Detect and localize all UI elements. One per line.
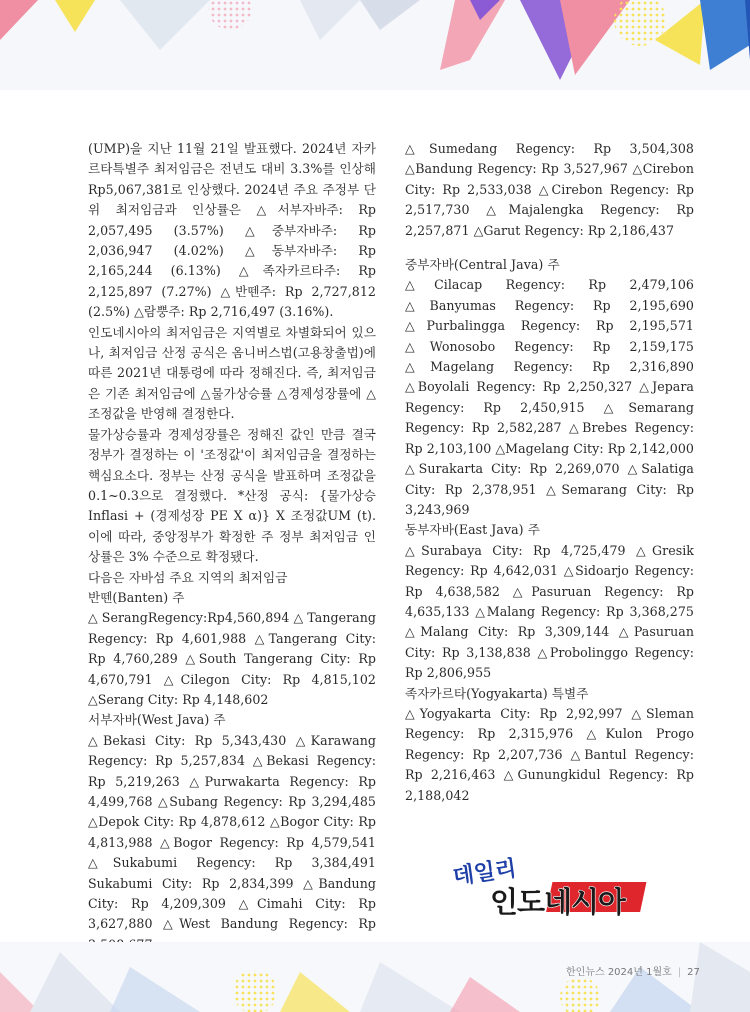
central-java-wages: △Cilacap Regency: Rp 2,479,106 △Banyumas Regency: Rp 2,195,690 △Purbalingga Regency: Rp 2,195,571 △Wonosobo Regency: Rp 2,159,175 △Magelang Regency: Rp 2,316,890 △Boyolali Regency: Rp 2,250,327 △Jepara Regency: Rp 2,450,915 △Semarang Regency: Rp 2,582,287 △Brebes Regency: Rp 2,103,100 △Magelang City: Rp 2,142,000 △Surakarta City: Rp 2,269,070 △Salatiga City: Rp 2,378,951 △Semarang City: Rp 3,243,969 — [405, 277, 694, 517]
west-java-wages-continued: △Sumedang Regency: Rp 3,504,308 △Bandung Regency: Rp 3,527,967 △Cirebon City: Rp 2,533,038 △Cirebon Regency: Rp 2,517,730 △Majalengka Regency: Rp 2,257,871 △Garut Regency: Rp 2,186,437 — [405, 141, 694, 238]
intro-paragraph: (UMP)을 지난 11월 21일 발표했다. 2024년 자카르타특별주 최저임금은 전년도 대비 3.3%를 인상해 Rp5,067,381로 인상했다. 2024년 주요 주정부 단위 최저임금과 인상률은 △서부자바주: Rp 2,057,495 (3.57%) △중부자바주: Rp 2,036,947 (4.02%) △동부자바주: Rp 2,165,244 (6.13%) △족자카르타주: Rp 2,125,897 (7.27%) △반뗀주: Rp 2,727,812 (2.5%) △람뿡주: Rp 2,716,497 (3.16%). — [88, 141, 376, 320]
daily-indonesia-logo — [446, 856, 656, 920]
logo-line1: 데일리 — [451, 856, 518, 890]
java-intro-line: 다음은 자바섬 주요 지역의 최저임금 — [88, 569, 288, 585]
formula-paragraph: 인도네시아의 최저임금은 지역별로 차별화되어 있으나, 최저임금 산정 공식은 옴니버스법(고용창출법)에 따른 2021년 대통령에 따라 정해진다. 즉, 최저임금은 기존 최저임금에 △물가상승률 △경제성장률에 △조정값을 반영해 결정한다. — [88, 324, 376, 422]
page-footer — [566, 963, 700, 978]
logo-line2: 인도네시아 — [490, 885, 626, 919]
east-java-wages: △Surabaya City: Rp 4,725,479 △Gresik Regency: Rp 4,642,031 △Sidoarjo Regency: Rp 4,638,582 △Pasuruan Regency: Rp 4,635,133 △Malang Regency: Rp 3,368,275 △Malang City: Rp 3,309,144 △Pasuruan City: Rp 3,138,838 △Probolinggo Regency: Rp 2,806,955 — [405, 542, 694, 681]
yogyakarta-heading: 족자카르타(Yogyakarta) 특별주 — [405, 685, 589, 701]
central-java-heading: 중부자바(Central Java) 주 — [405, 257, 560, 273]
banten-wages: △SerangRegency:Rp4,560,894△Tangerang Regency: Rp 4,601,988 △Tangerang City: Rp 4,760,289 △South Tangerang City: Rp 4,670,791 △Cilegon City: Rp 4,815,102 △Serang City: Rp 4,148,602 — [88, 610, 376, 707]
adjustment-paragraph: 물가상승률과 경제성장률은 정해진 값인 만큼 결국 정부가 결정하는 이 '조정값'이 최저임금을 결정하는 핵심요소다. 정부는 산정 공식을 발표하며 조정값을 0.1~0.3으로 결정했다. *산정 공식: {물가상승 Inflasi + (경제성장 PE X α)} X 조정값UM (t). 이에 따라, 중앙정부가 확정한 주 정부 최저임금 인상률은 3% 수준으로 확정됐다. — [88, 426, 376, 565]
east-java-heading: 동부자바(East Java) 주 — [405, 522, 540, 538]
top-decoration — [0, 0, 750, 90]
page-number: 27 — [687, 967, 700, 978]
footer-separator: | — [677, 967, 682, 978]
banten-heading: 반뗀(Banten) 주 — [88, 589, 185, 605]
left-text-column — [88, 139, 376, 955]
publication-label: 한인뉴스 2024년 1월호 — [566, 967, 672, 978]
west-java-wages: △Bekasi City: Rp 5,343,430 △Karawang Regency: Rp 5,257,834 △Bekasi Regency: Rp 5,219,263 △Purwakarta Regency: Rp 4,499,768 △Subang Regency: Rp 3,294,485 △Depok City: Rp 4,878,612 △Bogor City: Rp 4,813,988 △Bogor Regency: Rp 4,579,541 △Sukabumi Regency: Rp 3,384,491 Sukabumi City: Rp 2,834,399 △Bandung City: Rp 4,209,309 △Cimahi City: Rp 3,627,880 △West Bandung Regency: Rp — [88, 732, 376, 932]
right-text-column — [405, 139, 694, 806]
yogyakarta-wages: △Yogyakarta City: Rp 2,92,997 △Sleman Regency: Rp 2,315,976 △Kulon Progo Regency: Rp 2,207,736 △Bantul Regency: Rp 2,216,463 △Gunungkidul Regency: Rp 2,188,042 — [405, 705, 694, 803]
west-java-heading: 서부자바(West Java) 주 — [88, 712, 226, 728]
